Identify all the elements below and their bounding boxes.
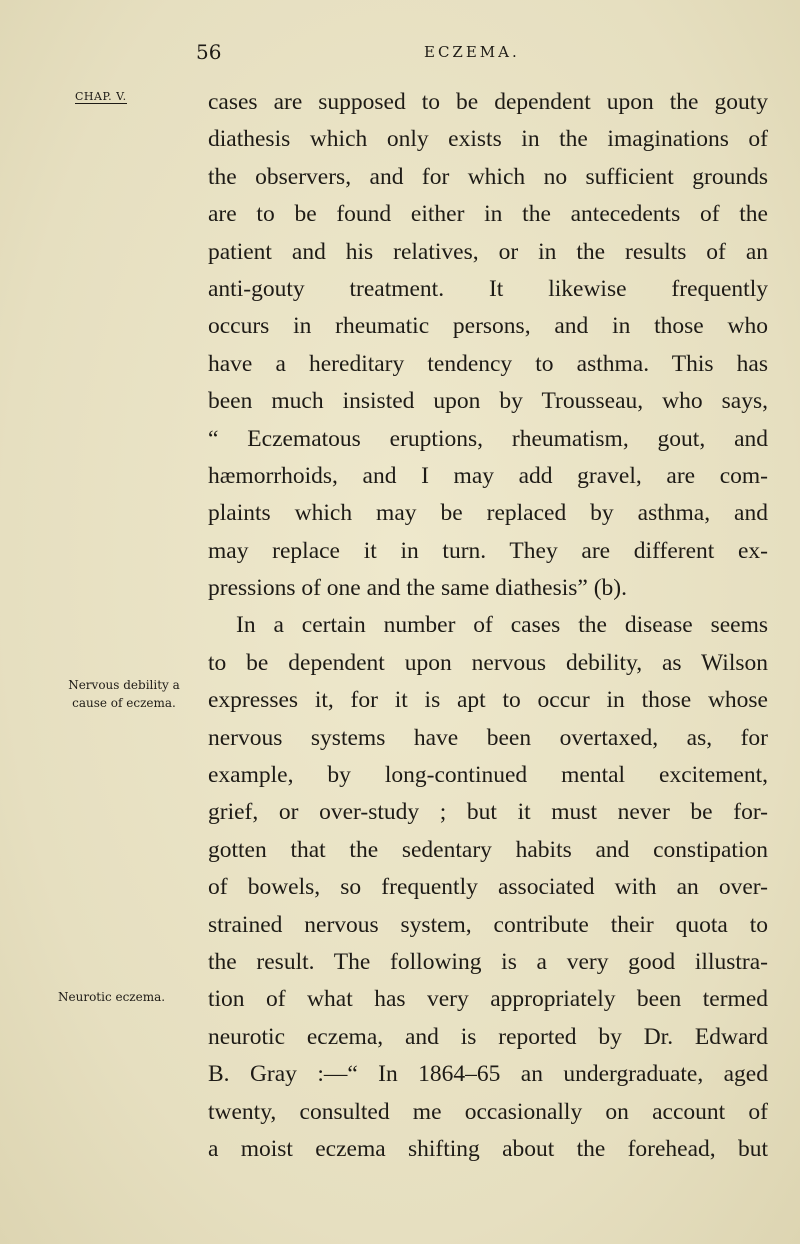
text-line: In a certain number of cases the disease seems bbox=[236, 612, 768, 639]
text-line: example, by long-continued mental excitement, bbox=[208, 762, 768, 789]
text-line: “ Eczematous eruptions, rheumatism, gout, and bbox=[208, 425, 768, 452]
text-line: the observers, and for which no sufficient grounds bbox=[208, 163, 768, 190]
text-line: may replace it in turn. They are different ex- bbox=[208, 537, 768, 564]
body-text bbox=[208, 84, 768, 1168]
text-line: of bowels, so frequently associated with an over- bbox=[208, 874, 768, 901]
text-line: plaints which may be replaced by asthma, and bbox=[208, 500, 768, 527]
sidenote-nervous-debility: Nervous debility a cause of eczema. bbox=[68, 678, 180, 710]
text-line: strained nervous system, contribute their quota to bbox=[208, 911, 768, 938]
text-line: anti-gouty treatment. It likewise frequently bbox=[208, 275, 768, 302]
text-line: B. Gray :—“ In 1864–65 an undergraduate, aged bbox=[208, 1061, 768, 1088]
chapter-label bbox=[75, 90, 127, 103]
text-line: pressions of one and the same diathesis” (b). bbox=[208, 575, 627, 602]
page-number: 56 bbox=[196, 40, 222, 64]
running-title: ECZEMA. bbox=[424, 43, 520, 61]
text-line: diathesis which only exists in the imaginations of bbox=[208, 126, 768, 153]
text-line: twenty, consulted me occasionally on account of bbox=[208, 1098, 768, 1125]
text-line: been much insisted upon by Trousseau, who says, bbox=[208, 388, 768, 415]
text-line: neurotic eczema, and is reported by Dr. Edward bbox=[208, 1023, 768, 1050]
text-line: have a hereditary tendency to asthma. This has bbox=[208, 350, 768, 377]
text-line: tion of what has very appropriately been termed bbox=[208, 986, 768, 1013]
text-line: a moist eczema shifting about the forehead, but bbox=[208, 1135, 768, 1162]
text-line: are to be found either in the antecedents of the bbox=[208, 201, 768, 228]
text-line: grief, or over-study ; but it must never be for- bbox=[208, 799, 768, 826]
text-line: hæmorrhoids, and I may add gravel, are com- bbox=[208, 462, 768, 489]
text-line: expresses it, for it is apt to occur in those whose bbox=[208, 687, 768, 714]
text-line: cases are supposed to be dependent upon the gouty bbox=[208, 89, 768, 115]
text-line: the result. The following is a very good illustra- bbox=[208, 948, 768, 975]
sidenote-neurotic-eczema: Neurotic eczema. bbox=[58, 990, 166, 1004]
chapter-label-text: CHAP. V. bbox=[75, 90, 127, 103]
text-line: patient and his relatives, or in the results of an bbox=[208, 238, 768, 265]
text-line: to be dependent upon nervous debility, as Wilson bbox=[208, 649, 768, 676]
text-line: occurs in rheumatic persons, and in those who bbox=[208, 313, 768, 340]
text-line: nervous systems have been overtaxed, as, for bbox=[208, 724, 768, 751]
text-line: gotten that the sedentary habits and constipation bbox=[208, 836, 768, 863]
